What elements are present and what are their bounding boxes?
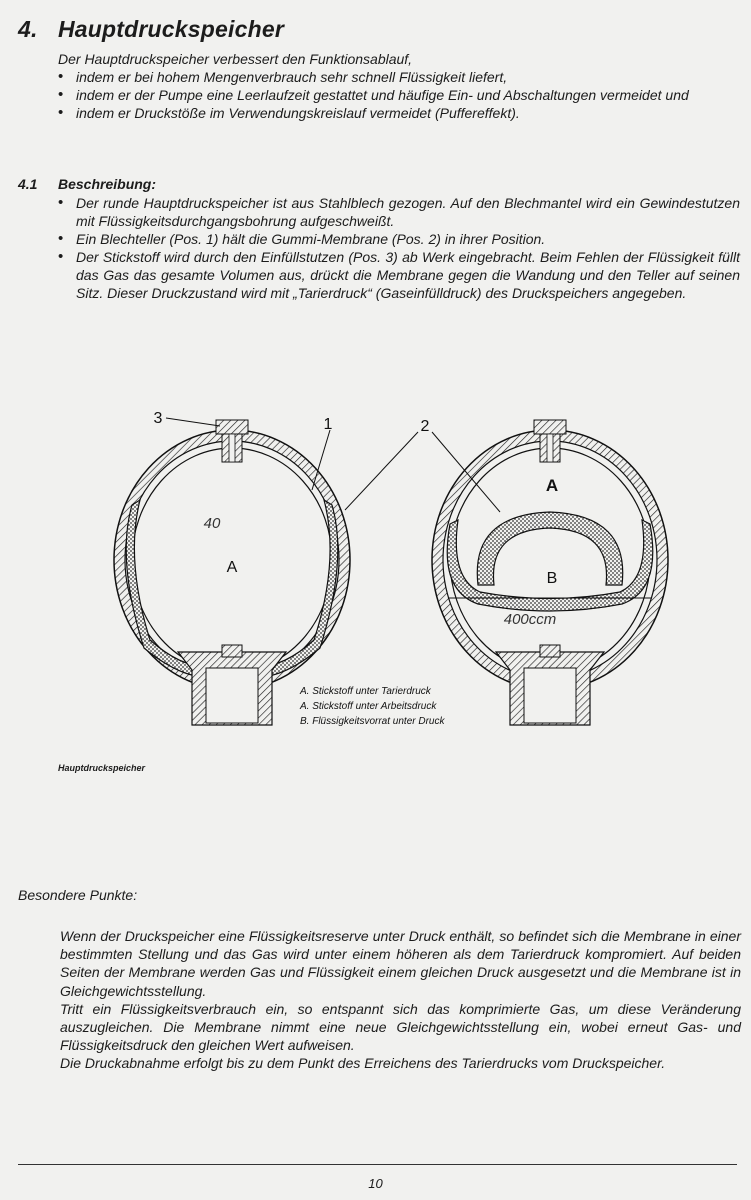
label-gas-a-working: A bbox=[545, 476, 559, 495]
legend-item: B. Flüssigkeitsvorrat unter Druck bbox=[300, 716, 445, 727]
subsection-title: Beschreibung: bbox=[58, 176, 157, 192]
list-item: • indem er bei hohem Mengenverbrauch sehr schnell Flüssigkeit liefert, bbox=[58, 68, 740, 86]
legend-item: A. Stickstoff unter Arbeitsdruck bbox=[300, 701, 437, 712]
label-fluid-b: B bbox=[546, 570, 558, 587]
section-number: 4. bbox=[18, 16, 38, 42]
page-number: 10 bbox=[368, 1176, 383, 1191]
intro-list bbox=[58, 68, 740, 122]
intro-lead: Der Hauptdruckspeicher verbessert den Funktionsablauf, bbox=[58, 51, 413, 67]
label-gas-a: A bbox=[226, 559, 238, 576]
list-item: • Der runde Hauptdruckspeicher ist aus Stahlblech gezogen. Auf den Blechmantel wird ein Gewindestutzen mit Flüssigkeitsdurchgangsbohrung aufgeschweißt. bbox=[58, 194, 740, 230]
paragraph: Die Druckabnahme erfolgt bis zu dem Punkt des Erreichens des Tarierdrucks vom Druckspeicher. bbox=[60, 1055, 666, 1072]
legend-item: A. Stickstoff unter Tarierdruck bbox=[300, 686, 431, 697]
footer-rule bbox=[18, 1164, 737, 1165]
special-points-body bbox=[60, 927, 741, 1073]
description-list bbox=[58, 194, 740, 302]
list-item: • Ein Blechteller (Pos. 1) hält die Gummi-Membrane (Pos. 2) in ihrer Position. bbox=[58, 230, 740, 248]
accumulator-figure bbox=[0, 340, 751, 760]
list-item: • indem er der Pumpe eine Leerlaufzeit gestattet und häufige Ein- und Abschaltungen vermeidet und bbox=[58, 86, 740, 104]
handwritten-note-left: 40 bbox=[203, 515, 221, 532]
paragraph: Tritt ein Flüssigkeitsverbrauch ein, so entspannt sich das komprimierte Gas, um diese Veränderung auszugleichen. Die Membrane nimmt eine neue Gleichgewichtsstellung ein, wobei erneut Gas- und Flüssigkeitsdruck den gleichen Wert aufweisen. bbox=[60, 1000, 741, 1054]
accumulator-right bbox=[432, 420, 668, 725]
callout-2: 2 bbox=[420, 418, 430, 435]
figure-caption: Hauptdruckspeicher bbox=[58, 763, 146, 773]
subsection-heading bbox=[18, 176, 156, 192]
special-points-title: Besondere Punkte: bbox=[18, 887, 138, 903]
paragraph: Wenn der Druckspeicher eine Flüssigkeitsreserve unter Druck enthält, so befindet sich die Membrane in einer bestimmten Stellung und das Gas wird unter einem höheren als dem Tarierdruck kompromiert. Auf beiden Seiten der Membrane werden Gas und Flüssigkeit einem gleichen Druck ausgesetzt und die Membrane ist in Gleichgewichtsstellung. bbox=[60, 928, 741, 999]
intro-block bbox=[58, 50, 740, 122]
figure-legend bbox=[299, 686, 445, 727]
list-item: • indem er Druckstöße im Verwendungskreislauf vermeidet (Puffereffekt). bbox=[58, 104, 740, 122]
list-item: • Der Stickstoff wird durch den Einfüllstutzen (Pos. 3) ab Werk eingebracht. Beim Fehlen der Flüssigkeit füllt das Gas das gesamte Volumen aus, drückt die Membrane gegen die Wandung und den Teller auf seinen Sitz. Dieser Druckzustand wird mit „Tarierdruck“ (Gaseinfülldruck) des Druckspeichers angegeben. bbox=[58, 248, 740, 302]
callout-3: 3 bbox=[153, 410, 163, 427]
handwritten-note-right: 400ccm bbox=[503, 611, 557, 628]
description-block bbox=[58, 194, 740, 302]
accumulator-left bbox=[114, 420, 350, 725]
section-title: Hauptdruckspeicher bbox=[58, 16, 284, 42]
page-title bbox=[18, 16, 284, 43]
callout-1: 1 bbox=[323, 416, 333, 433]
subsection-number: 4.1 bbox=[18, 176, 38, 192]
